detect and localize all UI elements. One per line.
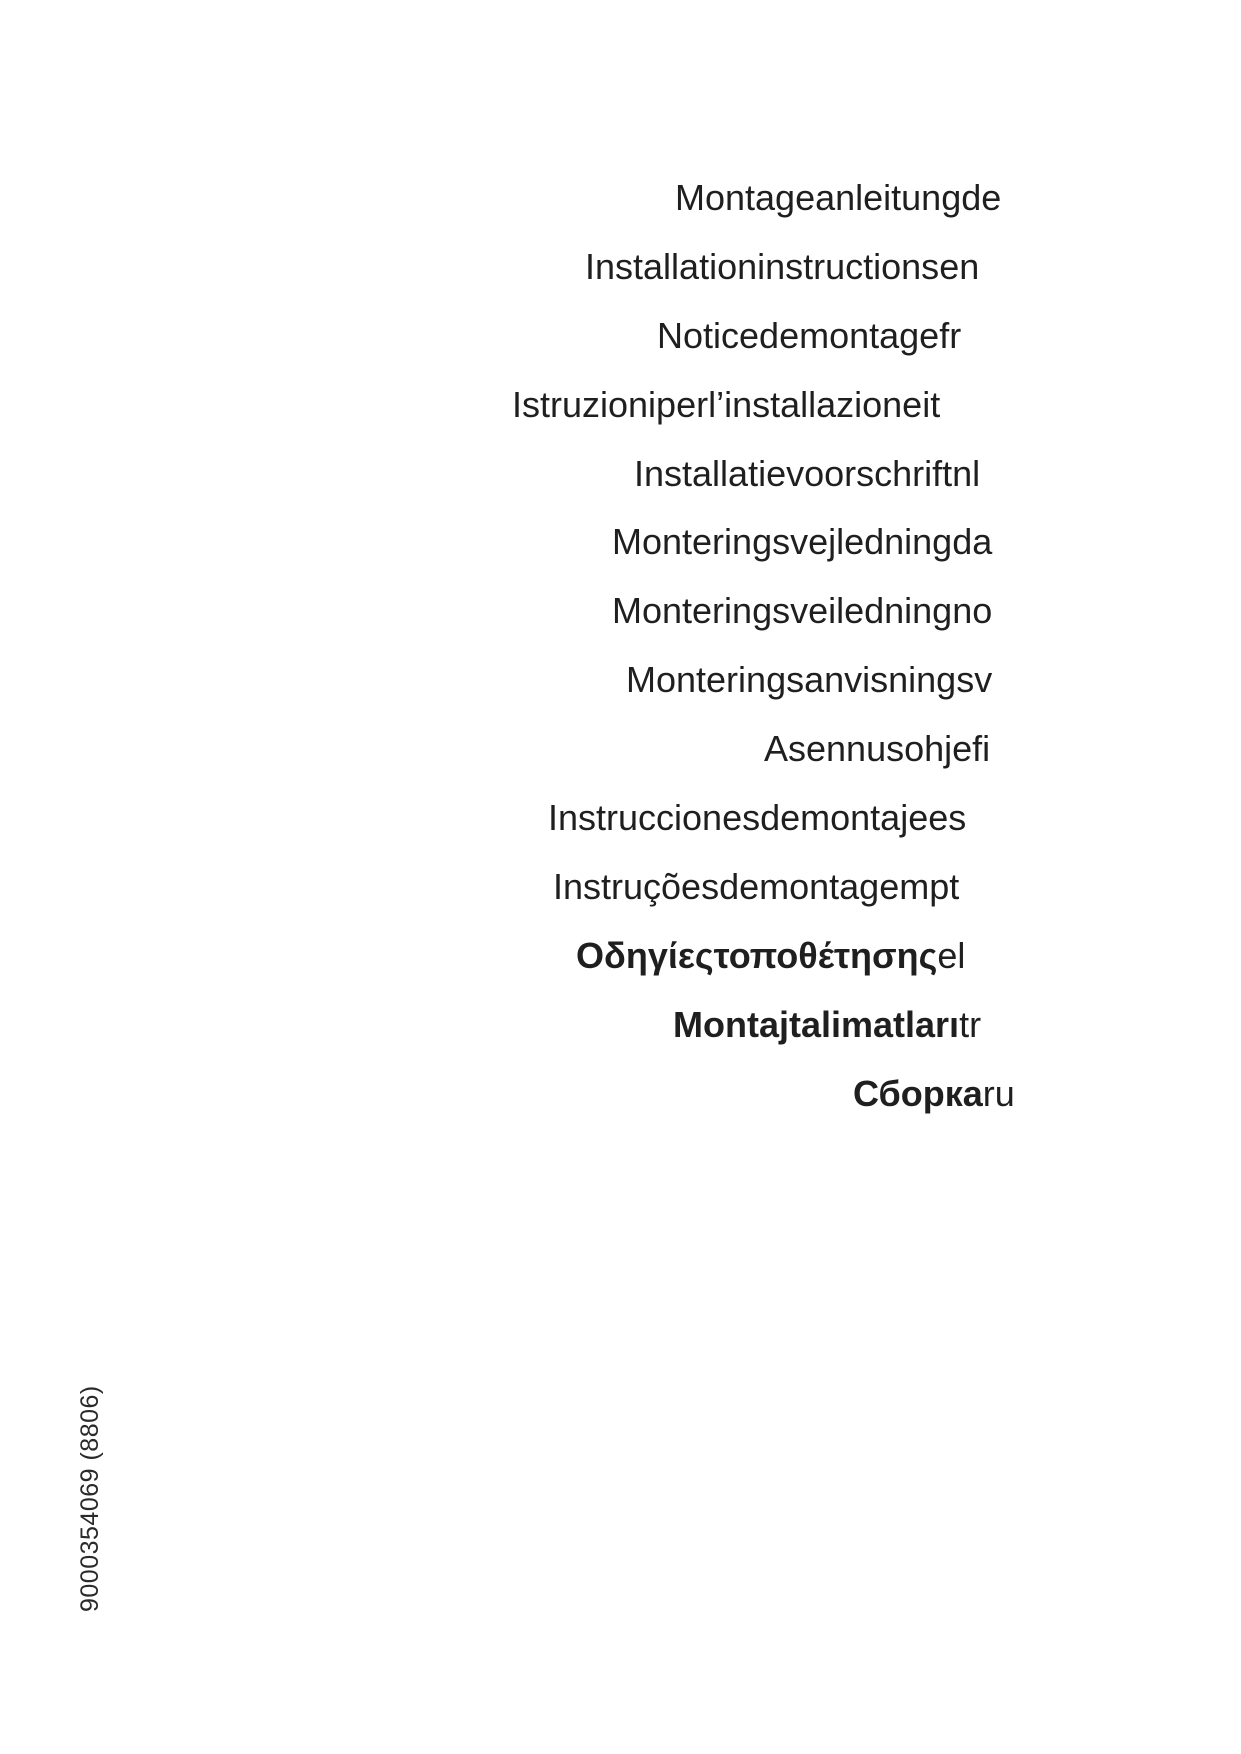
title-text: Monteringsanvisning	[626, 659, 957, 700]
title-text: Installationinstructions	[585, 246, 940, 287]
language-code: de	[961, 177, 1002, 218]
title-text: Montageanleitung	[675, 177, 962, 218]
language-code: it	[922, 384, 941, 425]
title-text: Noticedemontage	[657, 315, 940, 356]
title-text: Οδηγίεςτοποθέτησης	[576, 935, 938, 976]
title-line-nl	[634, 453, 981, 494]
title-line-fi	[764, 728, 991, 769]
language-code: tr	[959, 1004, 982, 1045]
title-line-no	[612, 590, 993, 631]
language-code: es	[928, 797, 967, 838]
language-code: fr	[939, 315, 962, 356]
language-code: ru	[982, 1073, 1015, 1114]
title-text: Montajtalimatları	[673, 1004, 960, 1045]
title-text: Asennusohje	[764, 728, 973, 769]
title-line-el	[576, 935, 966, 976]
title-text: Сборка	[853, 1073, 983, 1114]
title-text: Istruzioniperl’installazione	[512, 384, 923, 425]
language-code: fi	[972, 728, 991, 769]
title-text: Installatievoorschrift	[634, 453, 953, 494]
title-line-sv	[626, 659, 993, 700]
title-line-de	[675, 177, 1002, 218]
language-code: sv	[956, 659, 993, 700]
language-code: pt	[929, 866, 960, 907]
title-line-tr	[673, 1004, 982, 1045]
title-line-ru	[853, 1073, 1015, 1114]
title-line-it	[512, 384, 941, 425]
language-code: da	[952, 521, 993, 562]
title-text: Monteringsvejledning	[612, 521, 953, 562]
language-code: el	[937, 935, 966, 976]
title-text: Instruccionesdemontaje	[548, 797, 929, 838]
language-code: no	[952, 590, 993, 631]
title-line-fr	[657, 315, 962, 356]
title-line-da	[612, 521, 993, 562]
title-text: Instruçõesdemontagem	[553, 866, 930, 907]
language-code: en	[939, 246, 980, 287]
title-text: Monteringsveiledning	[612, 590, 953, 631]
document-number: 9000354069 (8806)	[76, 1385, 104, 1612]
title-line-es	[548, 797, 967, 838]
language-code: nl	[952, 453, 981, 494]
title-line-pt	[553, 866, 960, 907]
title-line-en	[585, 246, 980, 287]
